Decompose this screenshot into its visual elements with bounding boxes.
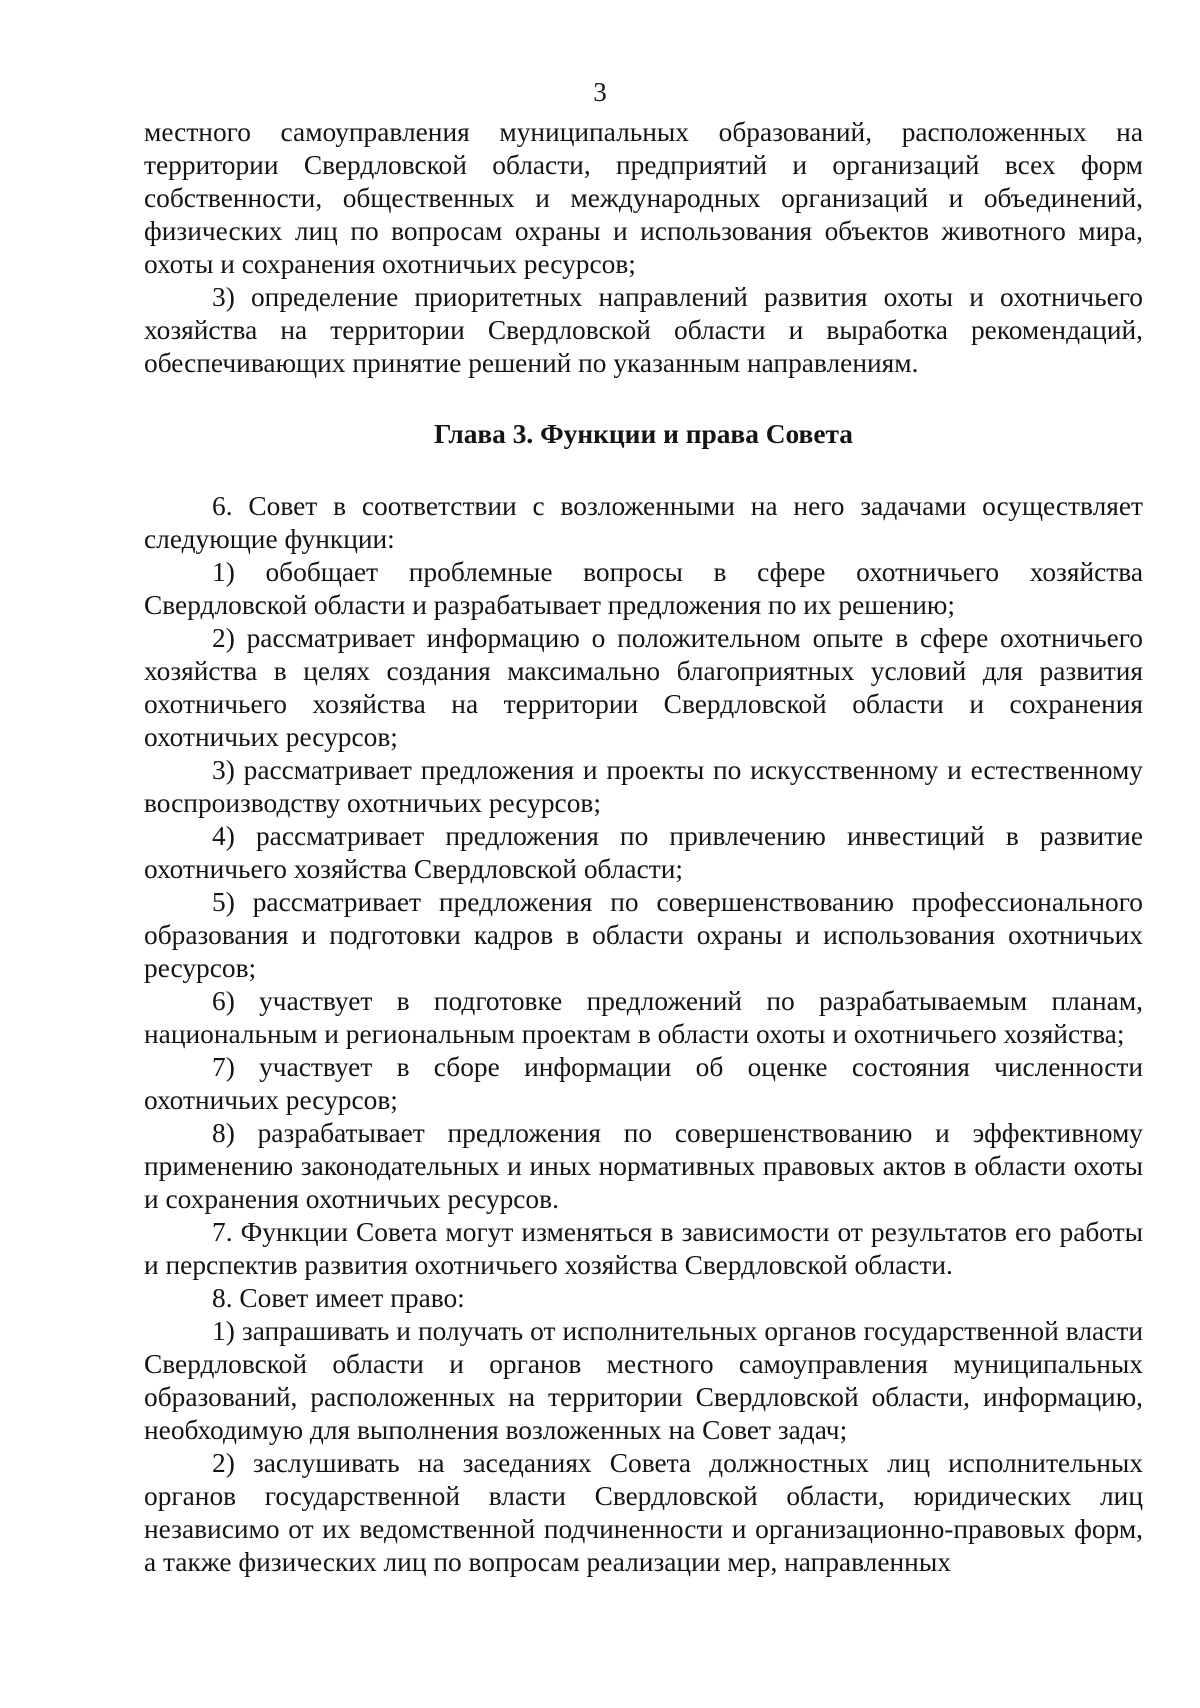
paragraph-function-5: 5) рассматривает предложения по совершенствованию профессионального образования и подготовки кадров в области охраны и использования охотничьих ресурсов; [144,887,1143,983]
paragraph-function-6: 6) участвует в подготовке предложений по разрабатываемым планам, национальным и региональным проектам в области охоты и охотничьего хозяйства; [144,986,1143,1049]
paragraph-item-8: 8. Совет имеет право: [212,1283,465,1313]
paragraph-function-2: 2) рассматривает информацию о положительном опыте в сфере охотничьего хозяйства в целях создания максимально благоприятных условий для развития охотничьего хозяйства на территории Свердловской области и сохранения охотничьих ресурсов; [144,623,1143,752]
paragraph-function-4: 4) рассматривает предложения по привлечению инвестиций в развитие охотничьего хозяйства Свердловской области; [144,821,1143,884]
paragraph-function-8: 8) разрабатывает предложения по совершенствованию и эффективному применению законодательных и иных нормативных правовых актов в области охоты и сохранения охотничьих ресурсов. [144,1118,1143,1214]
paragraph-continuation: местного самоуправления муниципальных образований, расположенных на территории Свердловской области, предприятий и организаций всех форм собственности, общественных и международных организаций и объединений, физических лиц по вопросам охраны и использования объектов животного мира, охоты и сохранения охотничьих ресурсов; [144,117,1143,279]
chapter-heading: Глава 3. Функции и права Совета [433,419,853,449]
paragraph-right-2: 2) заслушивать на заседаниях Совета должностных лиц исполнительных органов государственной власти Свердловской области, юридических лиц независимо от их ведомственной подчиненности и организационно-правовых форм, а также физических лиц по вопросам реализации мер, направленных [144,1448,1143,1577]
document-body [144,116,1143,1579]
paragraph-function-7: 7) участвует в сборе информации об оценке состояния численности охотничьих ресурсов; [144,1052,1143,1115]
paragraph-task-3: 3) определение приоритетных направлений развития охоты и охотничьего хозяйства на территории Свердловской области и выработка рекомендаций, обеспечивающих принятие решений по указанным направлениям. [144,282,1143,378]
paragraph-item-7: 7. Функции Совета могут изменяться в зависимости от результатов его работы и перспектив развития охотничьего хозяйства Свердловской области. [144,1217,1143,1280]
paragraph-item-6: 6. Совет в соответствии с возложенными на него задачами осуществляет следующие функции: [144,491,1143,554]
paragraph-right-1: 1) запрашивать и получать от исполнительных органов государственной власти Свердловской области и органов местного самоуправления муниципальных образований, расположенных на территории Свердловской области, информацию, необходимую для выполнения возложенных на Совет задач; [144,1316,1143,1445]
paragraph-function-3: 3) рассматривает предложения и проекты по искусственному и естественному воспроизводству охотничьих ресурсов; [144,755,1143,818]
paragraph-function-1: 1) обобщает проблемные вопросы в сфере охотничьего хозяйства Свердловской области и разрабатывает предложения по их решению; [144,557,1143,620]
page-number: 3 [593,77,607,107]
